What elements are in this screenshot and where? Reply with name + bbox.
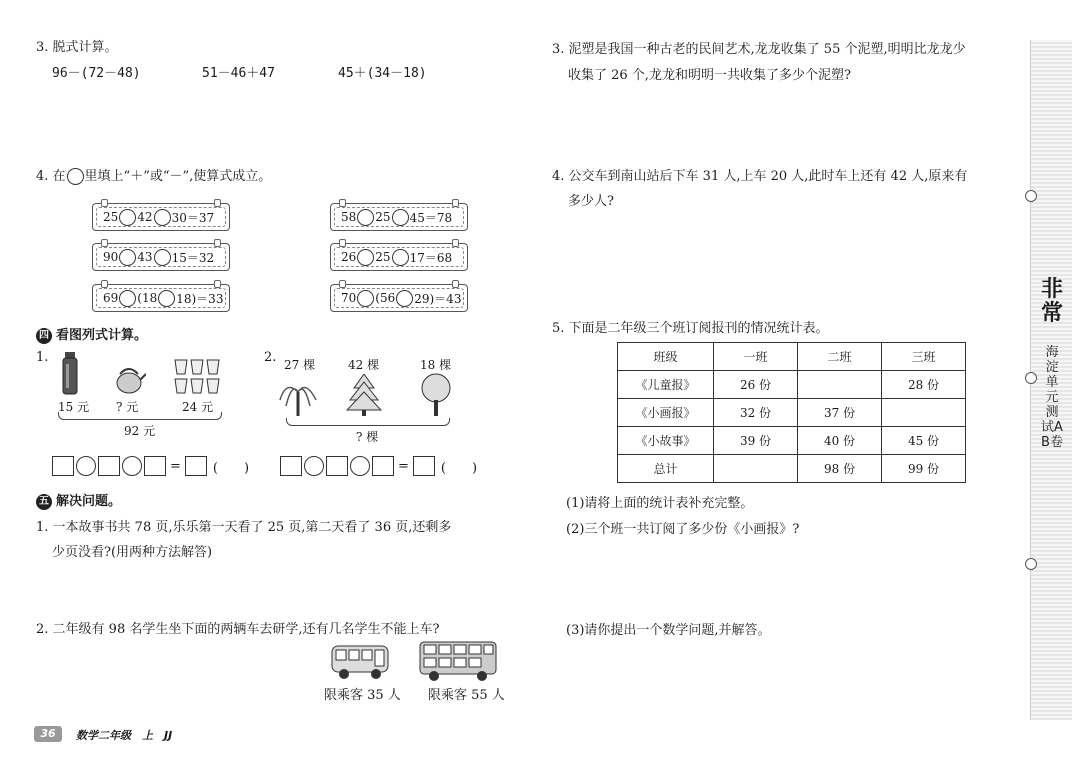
section-5-heading: 五 解决问题。	[36, 490, 121, 510]
operator-blank[interactable]	[119, 249, 136, 266]
subscription-table	[617, 342, 966, 483]
operator-blank[interactable]	[154, 249, 171, 266]
r-q4-line2: 多少人?	[568, 194, 614, 209]
brand-logo: 非常	[1040, 277, 1063, 326]
price-kettle: ? 元	[116, 400, 139, 414]
price-thermos: 15 元	[58, 400, 90, 414]
total-trees: ? 棵	[356, 430, 379, 444]
binding-hole-icon	[1025, 558, 1037, 570]
table-cell: 99 份	[882, 455, 966, 483]
table-header: 班级	[618, 343, 714, 371]
operator-blank[interactable]	[119, 290, 136, 307]
equation-frame: 70 (56 29)＝43	[330, 284, 468, 312]
q4-title: 4. 在 里填上“＋”或“－”,使算式成立。	[36, 169, 272, 184]
table-cell: 总计	[618, 455, 714, 483]
table-cell: 45 份	[882, 427, 966, 455]
kettle-icon	[112, 364, 146, 394]
answer-box[interactable]	[413, 456, 435, 476]
table-cell: 39 份	[714, 427, 798, 455]
count-willow: 27 棵	[284, 358, 316, 372]
round-tree-icon	[420, 372, 452, 416]
table-header-row	[618, 343, 966, 371]
operator-blank[interactable]	[158, 290, 175, 307]
q3-expr-1: 96－(72－48)	[52, 66, 141, 81]
series-title: 海淀单元测试AB卷	[1041, 345, 1063, 450]
table-cell: 28 份	[882, 371, 966, 399]
s5-q1-line2: 少页没看?(用两种方法解答)	[52, 545, 213, 560]
binding-hole-icon	[1025, 190, 1037, 202]
table-cell: 40 份	[798, 427, 882, 455]
equation-frame: 25 42 30＝37	[92, 203, 230, 231]
table-cell: 98 份	[798, 455, 882, 483]
table-header: 三班	[882, 343, 966, 371]
q3-expr-3: 45＋(34－18)	[338, 66, 427, 81]
table-header: 一班	[714, 343, 798, 371]
table-cell: 32 份	[714, 399, 798, 427]
table-row	[618, 371, 966, 399]
s4-p1-label: 1.	[36, 350, 49, 365]
equation-frame: 58 25 45＝78	[330, 203, 468, 231]
r-q4-line1: 4. 公交车到南山站后下车 31 人,上车 20 人,此时车上还有 42 人,原来有	[552, 169, 968, 184]
operator-blank[interactable]	[350, 456, 370, 476]
count-round-tree: 18 棵	[420, 358, 452, 372]
answer-row-2: = ( )	[280, 456, 477, 476]
operator-blank[interactable]	[122, 456, 142, 476]
footer-subject: 数学二年级 上 JJ	[76, 729, 173, 742]
bus-capacity-small: 限乘客 35 人	[324, 688, 401, 703]
answer-box[interactable]	[280, 456, 302, 476]
total-bracket	[58, 412, 222, 420]
table-cell-blank[interactable]	[798, 371, 882, 399]
equation-frame: 90 43 15＝32	[92, 243, 230, 271]
operator-blank[interactable]	[76, 456, 96, 476]
binding-hole-icon	[1025, 372, 1037, 384]
r-sub2: (2)三个班一共订阅了多少份《小画报》?	[566, 522, 800, 537]
operator-blank[interactable]	[392, 209, 409, 226]
answer-box[interactable]	[326, 456, 348, 476]
operator-blank[interactable]	[357, 249, 374, 266]
table-row	[618, 427, 966, 455]
bus-capacity-large: 限乘客 55 人	[428, 688, 505, 703]
total-price: 92 元	[124, 424, 156, 438]
table-row	[618, 399, 966, 427]
r-q3-line1: 3. 泥塑是我国一种古老的民间艺术,龙龙收集了 55 个泥塑,明明比龙龙少	[552, 42, 966, 57]
count-pine: 42 棵	[348, 358, 380, 372]
price-cups: 24 元	[182, 400, 214, 414]
blank-circle-icon	[67, 168, 84, 185]
operator-blank[interactable]	[357, 290, 374, 307]
pine-tree-icon	[346, 374, 382, 416]
operator-blank[interactable]	[304, 456, 324, 476]
thermos-icon	[60, 352, 80, 396]
r-q5-title: 5. 下面是二年级三个班订阅报刊的情况统计表。	[552, 321, 829, 336]
operator-blank[interactable]	[357, 209, 374, 226]
double-decker-bus-icon	[418, 640, 498, 682]
q3-title: 3. 脱式计算。	[36, 40, 118, 55]
answer-box[interactable]	[185, 456, 207, 476]
table-header: 二班	[798, 343, 882, 371]
answer-row-1: = ( )	[52, 456, 249, 476]
q3-expr-2: 51－46＋47	[202, 66, 275, 81]
answer-box[interactable]	[144, 456, 166, 476]
table-cell-blank[interactable]	[882, 399, 966, 427]
table-cell: 37 份	[798, 399, 882, 427]
answer-box[interactable]	[52, 456, 74, 476]
table-row	[618, 455, 966, 483]
equation-frame: 26 25 17＝68	[330, 243, 468, 271]
section-4-heading: 四 看图列式计算。	[36, 324, 147, 344]
table-cell-blank[interactable]	[714, 455, 798, 483]
r-q3-line2: 收集了 26 个,龙龙和明明一共收集了多少个泥塑?	[568, 68, 851, 83]
operator-blank[interactable]	[154, 209, 171, 226]
r-sub1: (1)请将上面的统计表补充完整。	[566, 496, 754, 511]
trees-bracket	[286, 418, 450, 426]
table-cell: 《小故事》	[618, 427, 714, 455]
s4-p2-label: 2.	[264, 350, 277, 365]
table-cell: 《小画报》	[618, 399, 714, 427]
operator-blank[interactable]	[119, 209, 136, 226]
table-cell: 《儿童报》	[618, 371, 714, 399]
equation-frame: 69 (18 18)＝33	[92, 284, 230, 312]
s5-q1-line1: 1. 一本故事书共 78 页,乐乐第一天看了 25 页,第二天看了 36 页,还剩多	[36, 520, 452, 535]
answer-box[interactable]	[98, 456, 120, 476]
s5-q2: 2. 二年级有 98 名学生坐下面的两辆车去研学,还有几名学生不能上车?	[36, 622, 440, 637]
cups-icon	[174, 358, 220, 396]
small-bus-icon	[330, 644, 390, 680]
willow-tree-icon	[276, 376, 320, 416]
table-cell: 26 份	[714, 371, 798, 399]
answer-box[interactable]	[372, 456, 394, 476]
operator-blank[interactable]	[392, 249, 409, 266]
operator-blank[interactable]	[396, 290, 413, 307]
page-number: 36	[34, 726, 62, 742]
r-sub3: (3)请你提出一个数学问题,并解答。	[566, 623, 771, 638]
